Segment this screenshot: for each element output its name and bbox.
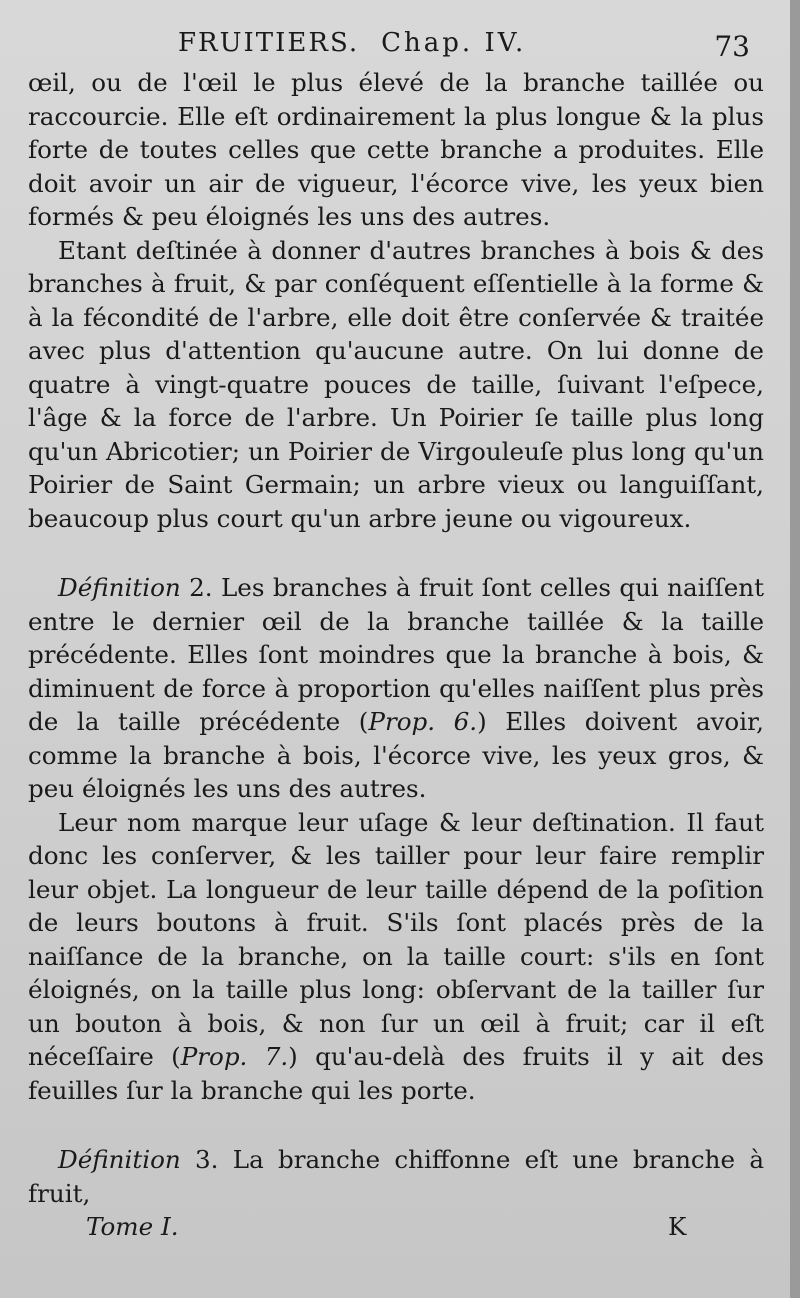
proposition-reference: Prop. 6. [368, 707, 478, 736]
definition-text: Les branches à fruit ſont celles qui naiſſent entre le dernier œil de la branche taillée & la taille précédente. Elles ſont moindres que la branche à bois, & diminuent de force à proportion qu'elles naiſſent plus près de la taille précédente ( [28, 573, 764, 736]
volume-label: Tome I. [86, 1212, 179, 1241]
paragraph-text-end: ) qu'au-delà des fruits il y ait des feuilles ſur la branche qui les porte. [28, 1042, 764, 1105]
definition-number: 3. [195, 1145, 219, 1174]
definition-text-end: ) Elles doivent avoir, comme la branche à bois, l'écorce vive, les yeux gros, & peu éloignés les uns des autres. [28, 707, 764, 803]
running-head [28, 26, 764, 66]
paragraph: Etant deſtinée à donner d'autres branches à bois & des branches à fruit, & par conſéquent eſſentielle à la forme & à la fécondité de l'arbre, elle doit être conſervée & traitée avec plus d'attention qu'aucune autre. On lui donne de quatre à vingt-quatre pouces de taille, ſuivant l'eſpece, l'âge & la force de l'arbre. Un Poirier ſe taille plus long qu'un Abricotier; un Poirier de Virgouleuſe plus long qu'un Poirier de Saint Germain; un arbre vieux ou languiſſant, beaucoup plus court qu'un arbre jeune ou vigoureux. [28, 235, 764, 533]
definition-number: 2. [189, 573, 213, 602]
definition-2 [28, 571, 764, 806]
paragraph-text: Leur nom marque leur uſage & leur deſtination. Il faut donc les conſerver, & les tailler pour leur faire remplir leur objet. La longueur de leur taille dépend de la poſition de leurs boutons à fruit. S'ils ſont placés près de la naiſſance de la branche, on la taille court: s'ils en ſont éloignés, on la taille plus long: obſervant de la tailler ſur un bouton à bois, & non ſur un œil à fruit; car il eſt néceſſaire ( [28, 807, 764, 1071]
running-head-book: FRUITIERS. [178, 28, 360, 58]
paragraph-continuation: œil, ou de l'œil le plus élevé de la branche taillée ou raccourcie. Elle eſt ordinairement la plus longue & la plus forte de toutes celles que cette branche a produites. Elle doit avoir un air de vigueur, l'écorce vive, les yeux bien formés & peu éloignés les uns des autres. [28, 68, 764, 231]
page-footer [28, 1212, 764, 1246]
definition-text: La branche chiffonne eſt une branche à fruit, [28, 1145, 764, 1208]
signature-mark: K [668, 1212, 687, 1241]
paragraph [28, 806, 764, 1108]
body-text [28, 66, 764, 1210]
proposition-reference: Prop. 7. [180, 1042, 289, 1071]
definition-label: Définition [58, 1145, 181, 1174]
running-head-chapter: Chap. IV. [381, 28, 527, 58]
definition-label: Définition [58, 573, 181, 602]
definition-3 [28, 1143, 764, 1210]
page-number: 73 [714, 30, 750, 63]
running-head-title [178, 28, 526, 58]
